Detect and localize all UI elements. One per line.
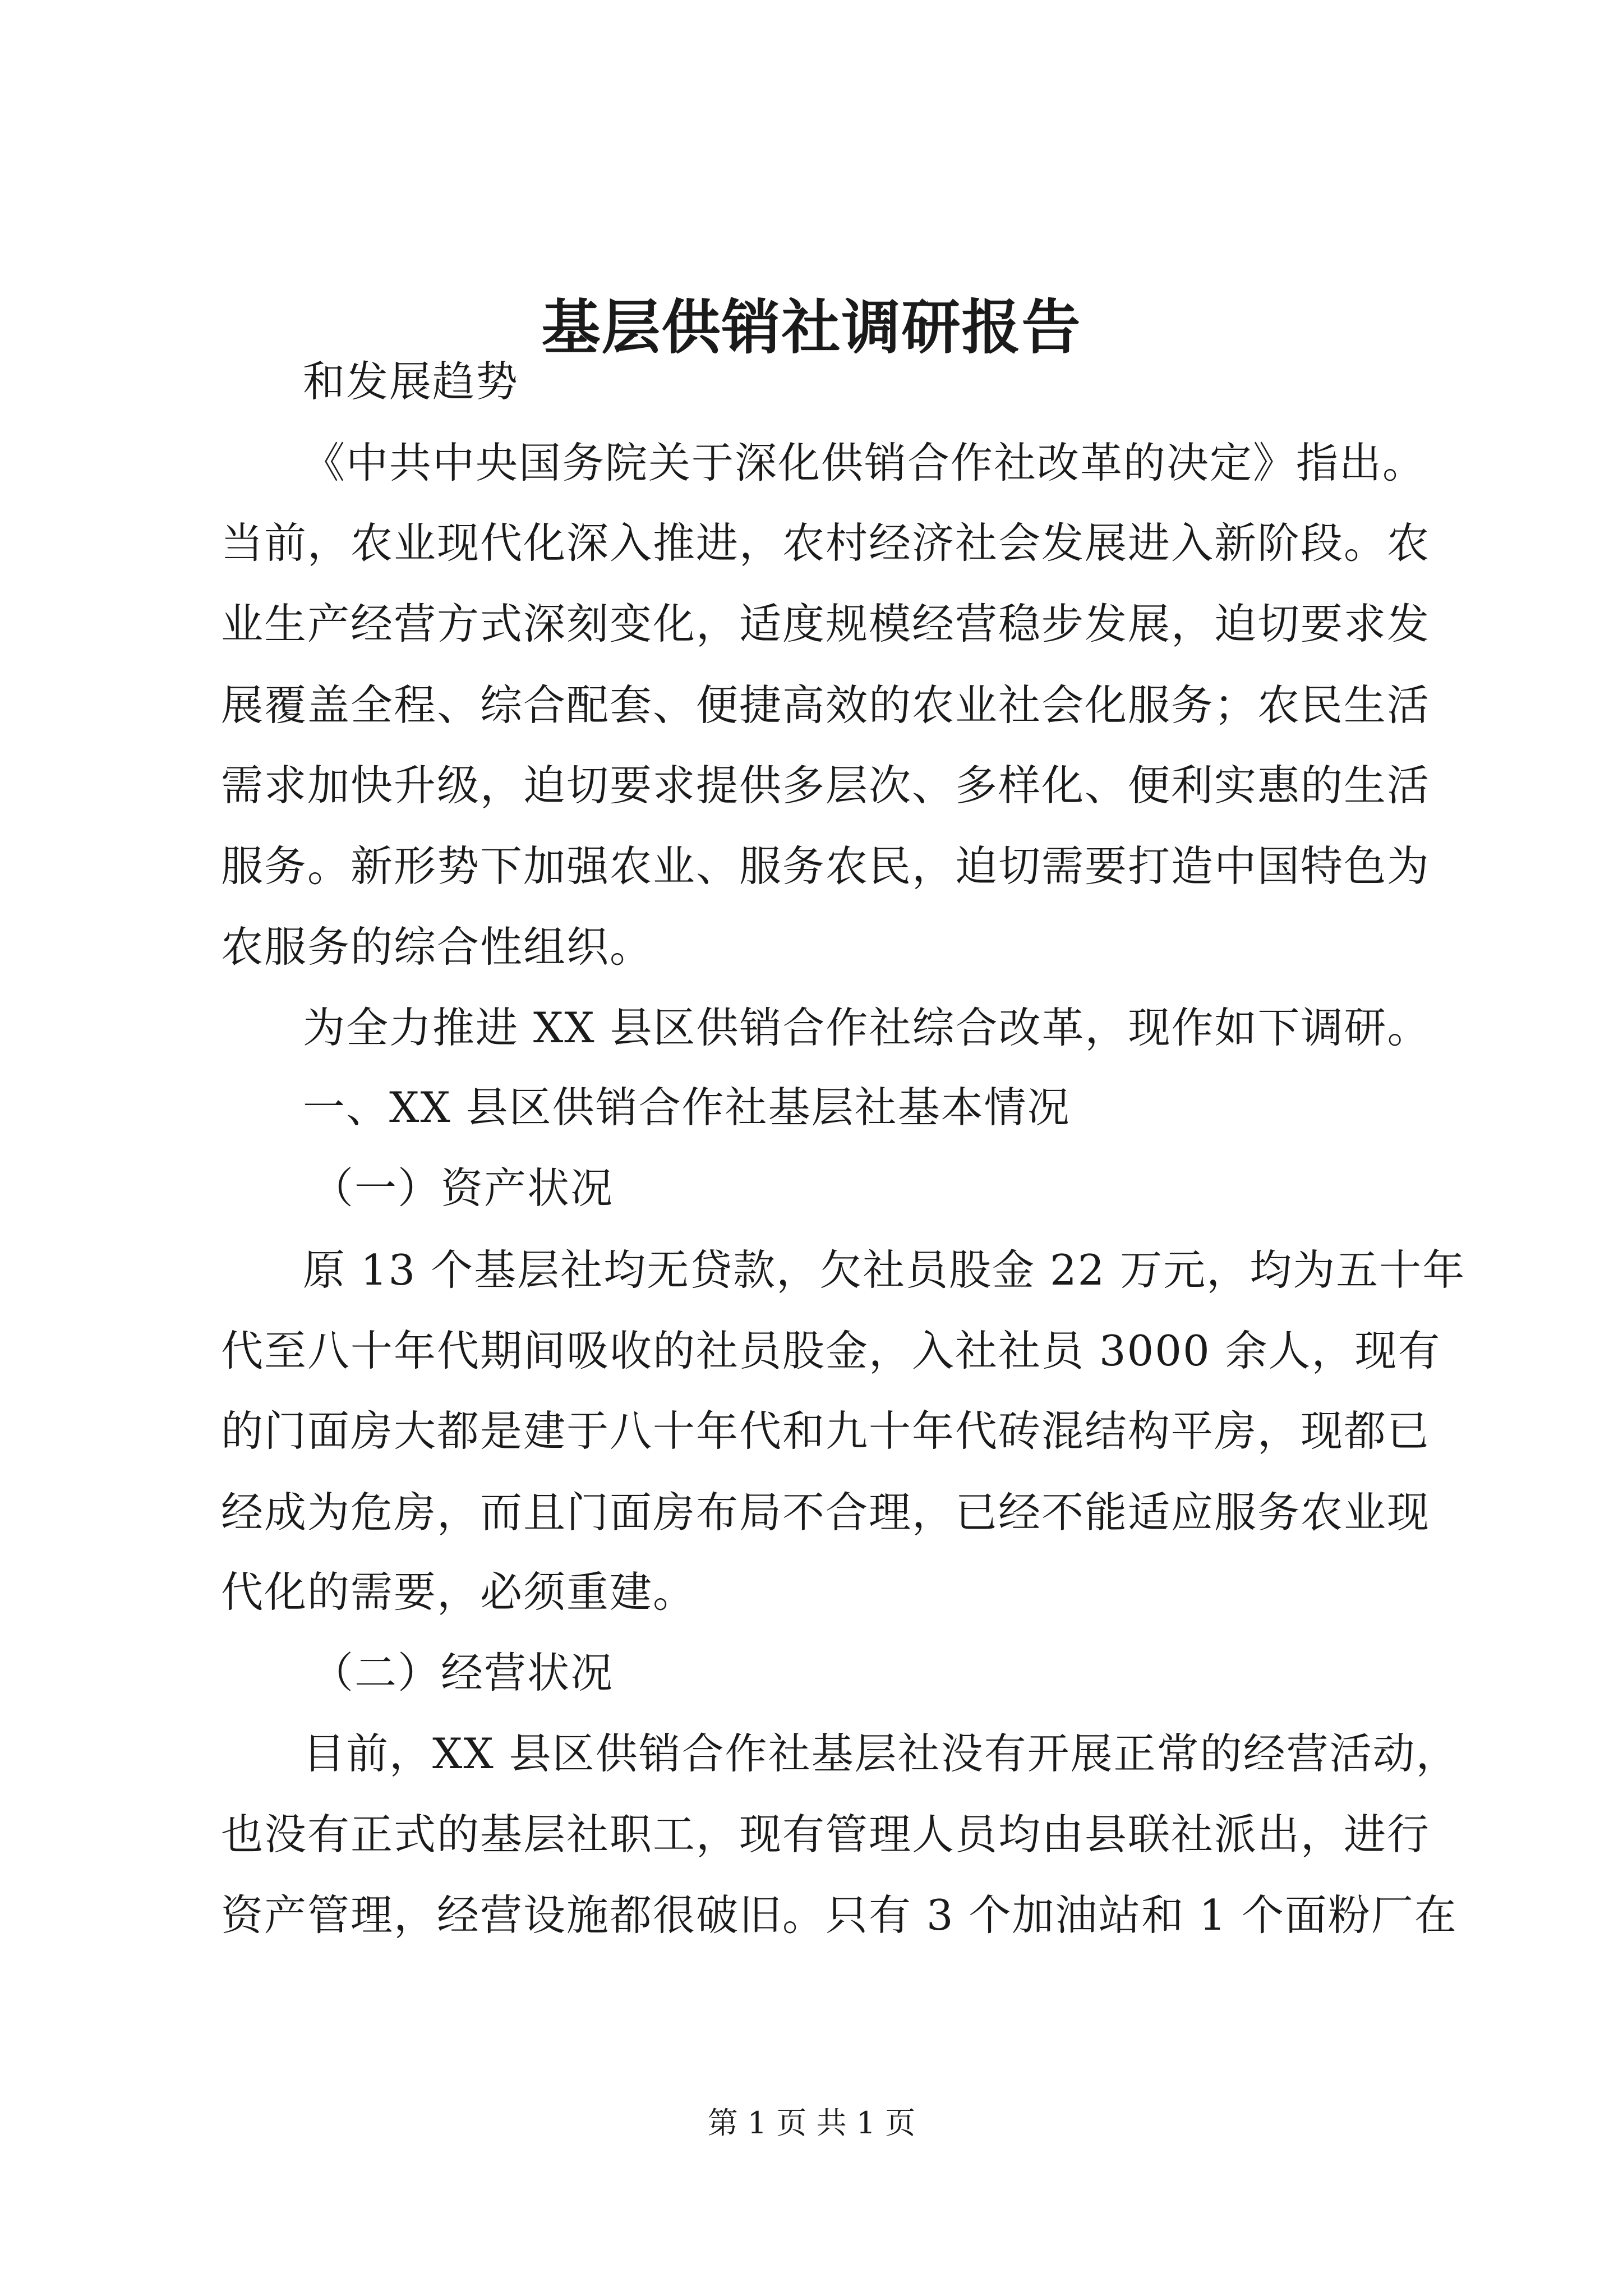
text-line: 的门面房大都是建于八十年代和九十年代砖混结构平房，现都已 [221,1406,1431,1456]
text-line: 代至八十年代期间吸收的社员股金，入社社员 3000 余人，现有 [221,1326,1441,1375]
text-line: 目前，XX 县区供销合作社基层社没有开展正常的经营活动， [303,1729,1459,1778]
text-line: 农服务的综合性组织。 [221,922,653,972]
text-line: 当前，农业现代化深入推进，农村经济社会发展进入新阶段。农 [221,518,1431,568]
text-line: 原 13 个基层社均无贷款，欠社员股金 22 万元，均为五十年 [303,1245,1466,1295]
section-heading: 一、XX 县区供销合作社基层社基本情况 [303,1083,1071,1132]
text-line: 业生产经营方式深刻变化，适度规模经营稳步发展，迫切要求发 [221,599,1431,648]
text-line: 展覆盖全程、综合配套、便捷高效的农业社会化服务；农民生活 [221,680,1431,730]
text-line: 经成为危房，而且门面房布局不合理，已经不能适应服务农业现 [221,1488,1431,1537]
document-title: 基层供销社调研报告 [541,292,1082,362]
text-line: 《中共中央国务院关于深化供销合作社改革的决定》指出。 [303,438,1426,487]
subsection-heading: （一）资产状况 [311,1163,614,1213]
text-line: 资产管理，经营设施都很破旧。只有 3 个加油站和 1 个面粉厂在 [221,1890,1458,1940]
text-line: 为全力推进 XX 县区供销合作社综合改革，现作如下调研。 [303,1003,1431,1052]
page-footer: 第 1 页 共 1 页 [707,2105,916,2141]
subsection-heading: （二）经营状况 [311,1648,614,1697]
text-line: 服务。新形势下加强农业、服务农民，迫切需要打造中国特色为 [221,841,1431,891]
text-line: 需求加快升级，迫切要求提供多层次、多样化、便利实惠的生活 [221,761,1431,810]
text-line: 和发展趋势 [303,357,519,406]
text-line: 代化的需要，必须重建。 [221,1567,697,1617]
text-line: 也没有正式的基层社职工，现有管理人员均由县联社派出，进行 [221,1810,1431,1859]
